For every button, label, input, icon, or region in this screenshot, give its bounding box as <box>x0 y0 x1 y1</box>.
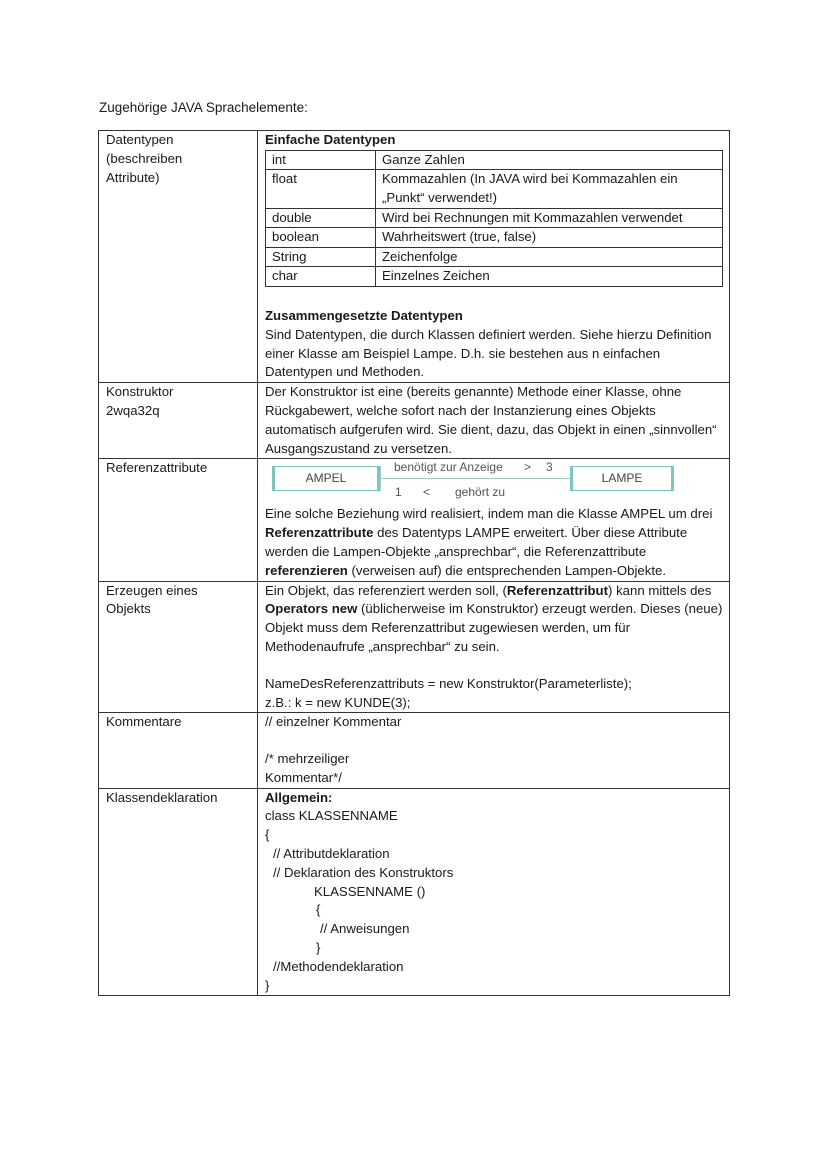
composite-types-text: Sind Datentypen, die durch Klassen definiert werden. Siehe hierzu Definition einer Klasse am Beispiel Lampe. D.h. sie bestehen aus n einfachen Datentypen und Methoden. <box>265 326 712 380</box>
label-konstruktor <box>99 383 258 459</box>
type-name: float <box>266 170 376 208</box>
code-line: /* mehrzeiliger <box>265 751 350 767</box>
row-datentypen <box>99 131 730 383</box>
code-line: NameDesReferenzattributs = new Konstruktor(Parameterliste); <box>265 675 632 691</box>
type-name: boolean <box>266 228 376 248</box>
type-name: int <box>266 150 376 170</box>
label-kommentare: Kommentare <box>99 713 258 788</box>
table-row <box>266 247 723 267</box>
type-name: String <box>266 247 376 267</box>
class-box-lampe: LAMPE <box>570 466 674 491</box>
code-line: // Attributdeklaration <box>273 846 390 862</box>
table-row <box>266 170 723 208</box>
content-konstruktor: Der Konstruktor ist eine (bereits genannte) Methode einer Klasse, ohne Rückgabewert, welche sofort nach der Instanzierung eines Objekts automatisch aufgerufen wird. Sie dient, dazu, das Objekt in einen „sinnvollen“ Ausgangszustand zu versetzen. <box>258 383 730 459</box>
type-name: double <box>266 208 376 228</box>
row-referenzattribute <box>99 459 730 581</box>
row-kommentare <box>99 713 730 788</box>
content-datentypen <box>258 131 730 383</box>
table-row <box>266 208 723 228</box>
type-desc: Wird bei Rechnungen mit Kommazahlen verwendet <box>376 208 723 228</box>
type-desc: Ganze Zahlen <box>376 150 723 170</box>
code-line: { <box>265 827 270 843</box>
label-line: Objekts <box>106 601 151 617</box>
type-name: char <box>266 267 376 287</box>
label-line: Konstruktor <box>106 384 174 400</box>
referenz-text <box>265 505 723 580</box>
relation-diagram <box>272 461 674 501</box>
relation-top-arrow: > <box>524 460 532 475</box>
code-line: } <box>316 940 321 956</box>
code-line: Kommentar*/ <box>265 769 342 785</box>
text-run: ) kann mittels des <box>608 582 712 598</box>
relation-top-label: benötigt zur Anzeige <box>394 460 503 475</box>
label-line: Erzeugen eines <box>106 582 198 598</box>
text-run: (üblicherweise im Konstruktor) erzeugt werden. Dieses (neue) Objekt muss dem Referenzattribut zugewiesen werden, um für Methodenaufrufe „ansprechbar“ zu sein. <box>265 601 723 654</box>
label-referenzattribute: Referenzattribute <box>99 459 258 581</box>
erzeugen-text <box>265 582 723 657</box>
code-line: //Methodendeklaration <box>273 958 404 974</box>
code-line: // Anweisungen <box>320 921 410 937</box>
row-erzeugen <box>99 581 730 713</box>
table-row <box>266 267 723 287</box>
code-line: z.B.: k = new KUNDE(3); <box>265 694 411 710</box>
page-heading: Zugehörige JAVA Sprachelemente: <box>99 100 308 115</box>
code-line: // einzelner Kommentar <box>265 714 402 730</box>
composite-types-title: Zusammengesetzte Datentypen <box>265 307 463 323</box>
row-konstruktor <box>99 383 730 459</box>
content-erzeugen <box>258 581 730 713</box>
klassen-title: Allgemein: <box>265 789 333 805</box>
relation-bottom-multiplicity: 1 <box>395 485 402 500</box>
label-line: 2wqa32q <box>106 402 160 418</box>
relation-bottom-arrow: < <box>423 485 431 500</box>
label-line: Attribute) <box>106 169 160 185</box>
table-row <box>266 228 723 248</box>
label-line: (beschreiben <box>106 150 183 166</box>
relation-line <box>380 478 570 479</box>
text-run: Ein Objekt, das referenziert werden soll, ( <box>265 582 507 598</box>
relation-top-multiplicity: 3 <box>546 460 553 475</box>
simple-types-title: Einfache Datentypen <box>265 132 396 147</box>
content-referenzattribute <box>258 459 730 581</box>
code-line: } <box>265 977 270 993</box>
code-line: KLASSENNAME () <box>314 883 426 899</box>
relation-bottom-label: gehört zu <box>455 485 506 500</box>
label-erzeugen <box>99 581 258 713</box>
type-desc: Wahrheitswert (true, false) <box>376 228 723 248</box>
label-datentypen <box>99 131 258 383</box>
text-run: Eine solche Beziehung wird realisiert, indem man die Klasse AMPEL um drei <box>265 506 713 522</box>
java-elements-table <box>98 130 730 996</box>
type-desc: Zeichenfolge <box>376 247 723 267</box>
bold-run: Operators new <box>265 601 358 617</box>
bold-run: Referenzattribute <box>265 525 374 541</box>
code-line: class KLASSENNAME <box>265 808 398 824</box>
content-klassendeklaration <box>258 788 730 996</box>
label-line: Datentypen <box>106 132 174 147</box>
bold-run: Referenzattribut <box>506 582 609 598</box>
label-klassendeklaration: Klassendeklaration <box>99 788 258 996</box>
text-run: (verweisen auf) die entsprechenden Lampen-Objekte. <box>347 562 666 578</box>
type-desc: Kommazahlen (In JAVA wird bei Kommazahlen ein „Punkt“ verwendet!) <box>376 170 723 208</box>
bold-run: referenzieren <box>265 562 348 578</box>
simple-types-table <box>265 150 723 287</box>
text-run: des Datentyps LAMPE erweitert. Über diese Attribute werden die Lampen-Objekte „ansprechbar“, die Referenzattribute <box>265 525 688 559</box>
row-klassendeklaration <box>99 788 730 996</box>
code-line: { <box>316 902 321 918</box>
type-desc: Einzelnes Zeichen <box>376 267 723 287</box>
content-kommentare <box>258 713 730 788</box>
table-row <box>266 150 723 170</box>
code-line: // Deklaration des Konstruktors <box>273 864 454 880</box>
class-box-ampel: AMPEL <box>272 466 380 491</box>
relation-tick <box>380 466 381 491</box>
